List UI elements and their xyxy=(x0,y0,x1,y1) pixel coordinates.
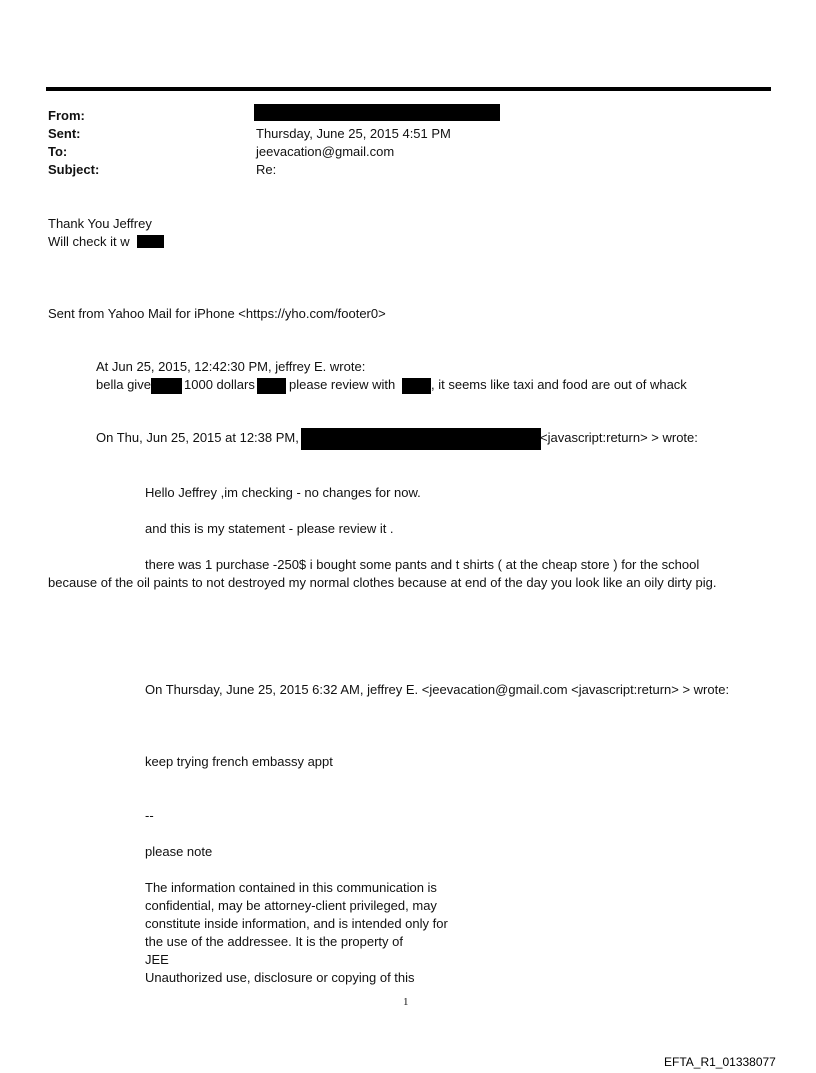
quote2-paragraph-1: Hello Jeffrey ,im checking - no changes for now. xyxy=(145,485,421,500)
header-rule xyxy=(46,87,771,91)
redaction-block xyxy=(137,235,164,248)
quote2-paragraph-3-line-1: there was 1 purchase -250$ i bought some pants and t shirts ( at the cheap store ) for the school xyxy=(145,557,700,572)
redaction-block xyxy=(257,378,286,394)
subject-label: Subject: xyxy=(48,162,100,177)
to-value: jeevacation@gmail.com xyxy=(256,144,395,159)
quote2-intro-start: On Thu, Jun 25, 2015 at 12:38 PM, xyxy=(96,430,299,445)
disclaimer-line: constitute inside information, and is intended only for xyxy=(145,916,448,931)
mobile-signature: Sent from Yahoo Mail for iPhone <https://yho.com/footer0> xyxy=(48,306,386,321)
disclaimer-line: The information contained in this communication is xyxy=(145,880,437,895)
quote3-intro: On Thursday, June 25, 2015 6:32 AM, jeffrey E. <jeevacation@gmail.com <javascript:return> > wrote: xyxy=(145,682,730,697)
quote2-paragraph-2: and this is my statement - please review it . xyxy=(145,521,394,536)
page-number: 1 xyxy=(403,996,409,1008)
quote2-paragraph-3-line-2: because of the oil paints to not destroyed my normal clothes because at end of the day you look like an oily dirty pig. xyxy=(48,575,717,590)
to-label: To: xyxy=(48,144,68,159)
quote1-seg3: please review with xyxy=(289,377,396,392)
quote1-seg2: 1000 dollars xyxy=(184,377,255,392)
quote1-intro: At Jun 25, 2015, 12:42:30 PM, jeffrey E. wrote: xyxy=(96,359,366,374)
quote1-seg4: , it seems like taxi and food are out of whack xyxy=(431,377,687,392)
disclaimer-line: the use of the addressee. It is the property of xyxy=(145,934,403,949)
disclaimer-line: JEE xyxy=(145,952,169,967)
redacted-sender xyxy=(254,104,500,121)
redaction-block xyxy=(402,378,431,394)
redacted-sender xyxy=(301,428,541,450)
subject-value: Re: xyxy=(256,162,277,177)
signature-separator: -- xyxy=(145,808,154,823)
document-id: EFTA_R1_01338077 xyxy=(664,1055,776,1069)
sent-label: Sent: xyxy=(48,126,81,141)
sent-value: Thursday, June 25, 2015 4:51 PM xyxy=(256,126,451,141)
from-label: From: xyxy=(48,108,85,123)
reply-line-1: Thank You Jeffrey xyxy=(48,216,152,231)
disclaimer-line: Unauthorized use, disclosure or copying of this xyxy=(145,970,415,985)
redaction-block xyxy=(151,378,182,394)
note-heading: please note xyxy=(145,844,213,859)
quote2-intro-end: <javascript:return> > wrote: xyxy=(540,430,698,445)
disclaimer-line: confidential, may be attorney-client privileged, may xyxy=(145,898,437,913)
quote3-body: keep trying french embassy appt xyxy=(145,754,333,769)
reply-line-2: Will check it w xyxy=(48,234,130,249)
quote1-seg1: bella give xyxy=(96,377,151,392)
